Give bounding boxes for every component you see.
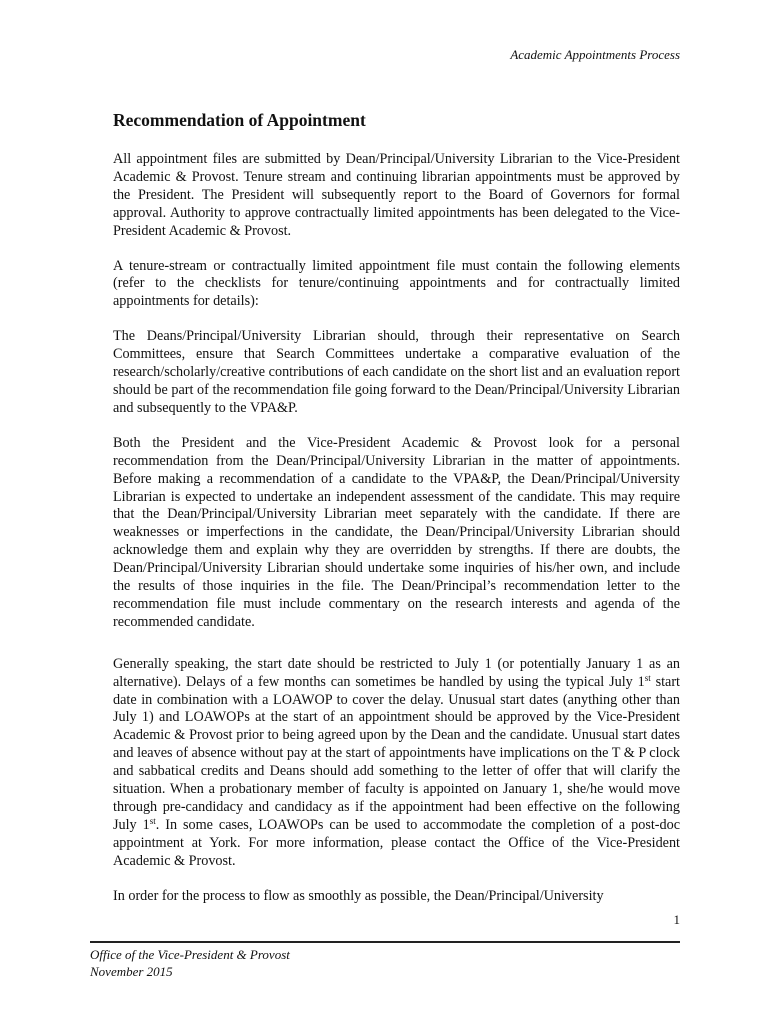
ordinal-superscript: st — [644, 672, 651, 683]
page-number: 1 — [673, 912, 680, 927]
paragraph-recommendation: Both the President and the Vice-President Academic & Provost look for a personal recommendation from the Dean/Principal/University Librarian in the matter of appointments. Before making a recommendation of a candidate to the VPA&P, the Dean/Principal/University Librarian is expected to undertake an independent assessment of the candidate. This may require that the Dean/Principal/University Librarian meet separately with the candidate. If there are weaknesses or imperfections in the candidate, the Dean/Principal/University Librarian should acknowledge them and explain why they are overridden by strengths. If there are doubts, the Dean/Principal/University Librarian should undertake some inquiries of his/her own, and include the results of those inquiries in the file. The Dean/Principal’s recommendation letter to the recommendation file must include commentary on the research interests and agenda of the recommended candidate. — [113, 434, 680, 630]
start-date-text-1: Generally speaking, the start date should be restricted to July 1 (or potentially January 1 as an alternative). Delays of a few months can sometimes be handled by using the typical July 1 — [113, 655, 680, 690]
paragraph-search-committees: The Deans/Principal/University Librarian should, through their representative on Search Committees, ensure that Search Committees undertake a comparative evaluation of the research/scholarly/creative contributions of each candidate on the short list and an evaluation report should be part of the recommendation file going forward to the Dean/Principal/University Librarian and subsequently to the VPA&P. — [113, 328, 680, 416]
footer-date: November 2015 — [90, 964, 173, 979]
paragraph-file-contents: A tenure-stream or contractually limited appointment file must contain the following elements (refer to the checklists for tenure/continuing appointments and for contractually limited appointments for details): — [113, 257, 680, 310]
document-body — [113, 109, 680, 923]
footer — [90, 946, 290, 980]
start-date-text-2: start date in combination with a LOAWOP to cover the delay. Unusual start dates (anything other than July 1) and LOAWOPs at the start of an appointment should be approved by the Vice-President Academic & Provost prior to being agreed upon by the Dean and the candidate. Unusual start dates and leaves of absence without pay at the start of appointments have implications on the T & P clock and sabbatical credits and Deans should add something to the letter of offer that will clarify the situation. When a probationary member of faculty is appointed on January 1, she/he would move through pre-candidacy and candidacy as if the appointment had been effective on the following July 1 — [113, 673, 680, 833]
paragraph-submission: All appointment files are submitted by Dean/Principal/University Librarian to the Vice-President Academic & Provost. Tenure stream and continuing librarian appointments must be approved by the President. The President will subsequently report to the Board of Governors for formal approval. Authority to approve contractually limited appointments has been delegated to the Vice-President Academic & Provost. — [113, 151, 680, 239]
running-header: Academic Appointments Process — [510, 47, 680, 62]
footer-office: Office of the Vice-President & Provost — [90, 947, 290, 962]
start-date-text-3: . In some cases, LOAWOPs can be used to accommodate the completion of a post-doc appointment at York. For more information, please contact the Office of the Vice-President Academic & Provost. — [113, 816, 680, 869]
footer-divider — [90, 941, 680, 943]
paragraph-start-date — [113, 656, 680, 871]
ordinal-superscript: st — [149, 815, 156, 826]
section-title: Recommendation of Appointment — [113, 110, 366, 130]
paragraph-process-flow: In order for the process to flow as smoothly as possible, the Dean/Principal/University — [113, 887, 604, 904]
